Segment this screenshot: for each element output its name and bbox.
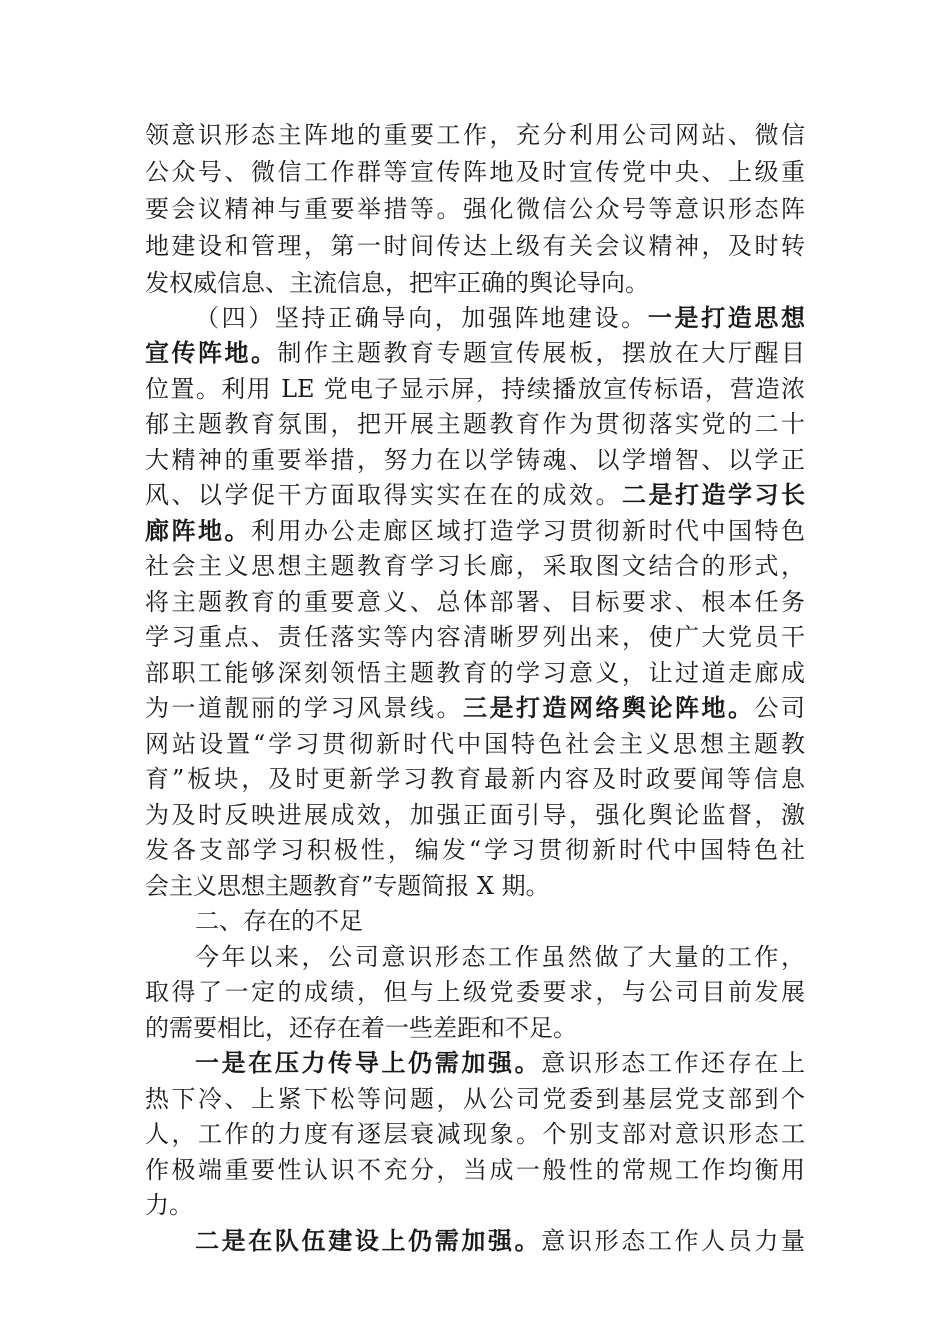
body-text: 公司 <box>754 694 805 722</box>
body-text-line: 大精神的重要举措，努力在以学铸魂、以学增智、以学正 <box>145 446 805 474</box>
body-text-line: 发权威信息、主流信息，把牢正确的舆论导向。 <box>145 269 649 297</box>
body-text-line: 育”板块，及时更新学习教育最新内容及时政要闻等信息 <box>145 765 805 793</box>
bold-subheading: 一是在压力传导上仍需加强。 <box>195 1049 542 1077</box>
body-text-line <box>195 1221 805 1261</box>
body-text-line: 今年以来，公司意识形态工作虽然做了大量的工作， <box>195 943 805 971</box>
body-text: 意识形态工作人员力量 <box>541 1227 806 1255</box>
body-text-line: 要会议精神与重要举措等。强化微信公众号等意识形态阵 <box>145 195 805 223</box>
body-text-line: 社会主义思想主题教育学习长廊，采取图文结合的形式， <box>145 552 805 580</box>
body-text-line: 发各支部学习积极性，编发“学习贯彻新时代中国特色社 <box>145 836 805 864</box>
bold-subheading: 二是打造学习长 <box>622 481 805 509</box>
body-text-line: 热下冷、上紧下松等问题，从公司党委到基层党支部到个 <box>145 1085 805 1113</box>
body-text-line: 力。 <box>145 1191 193 1219</box>
bold-subheading: 宣传阵地。 <box>145 339 278 367</box>
body-text-line: 位置。利用 LE 党电子显示屏，持续播放宣传标语，营造浓 <box>145 375 805 403</box>
body-text-line: 领意识形态主阵地的重要工作，充分利用公司网站、微信 <box>145 121 805 149</box>
body-text: 制作主题教育专题宣传展板，摆放在大厅醒目 <box>277 339 805 367</box>
section-lead-text: （四）坚持正确导向，加强阵地建设。 <box>195 304 648 332</box>
section-heading: 二、存在的不足 <box>195 907 363 935</box>
body-text-line: 作极端重要性认识不充分，当成一般性的常规工作均衡用 <box>145 1156 805 1184</box>
body-text-line: 会主义思想主题教育”专题简报 X 期。 <box>145 872 550 900</box>
body-text-line <box>195 1043 805 1083</box>
body-text-line: 将主题教育的重要意义、总体部署、目标要求、根本任务 <box>145 588 805 616</box>
bold-subheading: 一是打造思想 <box>647 304 806 332</box>
body-text-line: 为及时反映进展成效，加强正面引导，强化舆论监督，激 <box>145 801 805 829</box>
body-text-line <box>145 333 805 373</box>
body-text-line: 郁主题教育氛围，把开展主题教育作为贯彻落实党的二十 <box>145 410 805 438</box>
body-text-line <box>145 511 805 551</box>
body-text: 意识形态工作还存在上 <box>541 1049 806 1077</box>
bold-subheading: 三是打造网络舆论阵地。 <box>463 694 755 722</box>
body-text: 风、以学促干方面取得实实在在的成效。 <box>145 481 622 509</box>
body-text-line: 网站设置“学习贯彻新时代中国特色社会主义思想主题教 <box>145 730 805 758</box>
bold-subheading: 二是在队伍建设上仍需加强。 <box>195 1227 542 1255</box>
body-text: 利用办公走廊区域打造学习贯彻新时代中国特色 <box>251 517 805 545</box>
section-heading-line <box>195 298 805 338</box>
body-text-line <box>145 688 805 728</box>
body-text-line: 的需要相比，还存在着一些差距和不足。 <box>145 1014 577 1042</box>
body-text-line: 公众号、微信工作群等宣传阵地及时宣传党中央、上级重 <box>145 158 805 186</box>
bold-subheading: 廊阵地。 <box>145 517 251 545</box>
body-text-line: 人，工作的力度有逐层衰减现象。个别支部对意识形态工 <box>145 1120 805 1148</box>
body-text-line <box>145 475 805 515</box>
body-text-line: 取得了一定的成绩，但与上级党委要求，与公司目前发展 <box>145 978 805 1006</box>
body-text-line: 部职工能够深刻领悟主题教育的学习意义，让过道走廊成 <box>145 659 805 687</box>
body-text-line: 地建设和管理，第一时间传达上级有关会议精神，及时转 <box>145 232 805 260</box>
body-text-line: 学习重点、责任落实等内容清晰罗列出来，使广大党员干 <box>145 623 805 651</box>
body-text: 为一道靓丽的学习风景线。 <box>145 694 463 722</box>
